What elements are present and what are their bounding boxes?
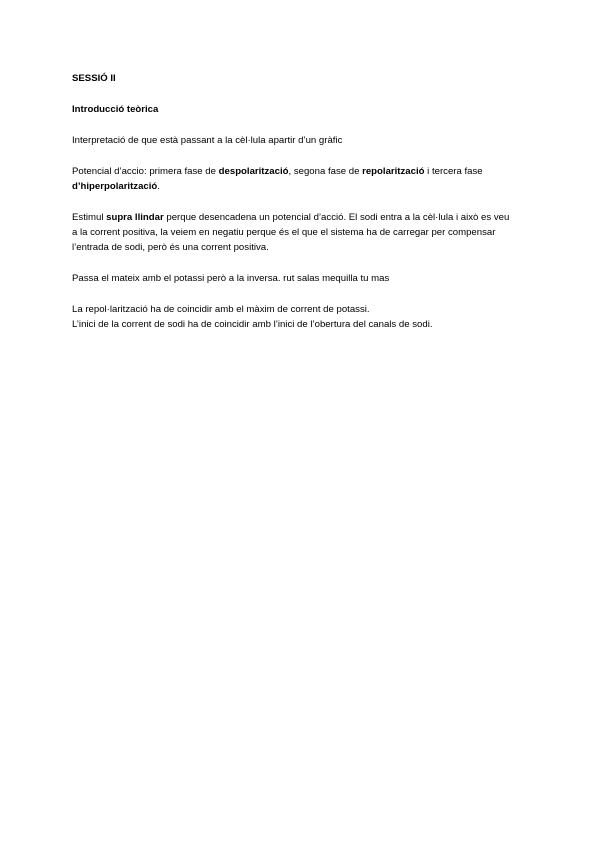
text-line: La repol·larització ha de coincidir amb el màxim de corrent de potassi. bbox=[72, 304, 370, 315]
bold-term-supra-threshold: supra llindar bbox=[106, 212, 164, 223]
text-line: L’inici de la corrent de sodi ha de coincidir amb l’inici de l’obertura del canals de sodi. bbox=[72, 319, 433, 330]
text-segment: i tercera fase bbox=[424, 166, 483, 177]
text-segment: . bbox=[157, 181, 160, 192]
section-subheading: Introducció teòrica bbox=[72, 104, 159, 115]
paragraph-stimulus bbox=[72, 210, 532, 255]
bold-term-repolarization: repolarització bbox=[362, 166, 425, 177]
document-content bbox=[72, 71, 532, 332]
text-segment: perque desencadena un potencial d’acció. El sodi entra a la cèl·lula i això es veu bbox=[163, 212, 510, 223]
text-segment: Estimul bbox=[72, 212, 107, 223]
text-segment: Potencial d’accio: primera fase de bbox=[72, 166, 219, 177]
bold-term-hyperpolarization: d’hiperpolarització bbox=[72, 181, 158, 192]
paragraph-action-potential bbox=[72, 164, 532, 194]
text-segment: , segona fase de bbox=[288, 166, 363, 177]
bold-term-depolarization: despolarització bbox=[218, 166, 289, 177]
paragraph-repolarization bbox=[72, 302, 532, 332]
section-heading: SESSIÓ II bbox=[72, 73, 116, 84]
paragraph-interpretation: Interpretació de que està passant a la cèl·lula apartir d’un gràfic bbox=[72, 135, 343, 146]
text-line: a la corrent positiva, la veiem en negatiu perque és el que el sistema ha de carregar per compensar bbox=[72, 227, 496, 238]
paragraph-potassium: Passa el mateix amb el potassi però a la inversa. rut salas mequilla tu mas bbox=[72, 273, 390, 284]
text-line: l’entrada de sodi, però és una corrent positiva. bbox=[72, 242, 269, 253]
